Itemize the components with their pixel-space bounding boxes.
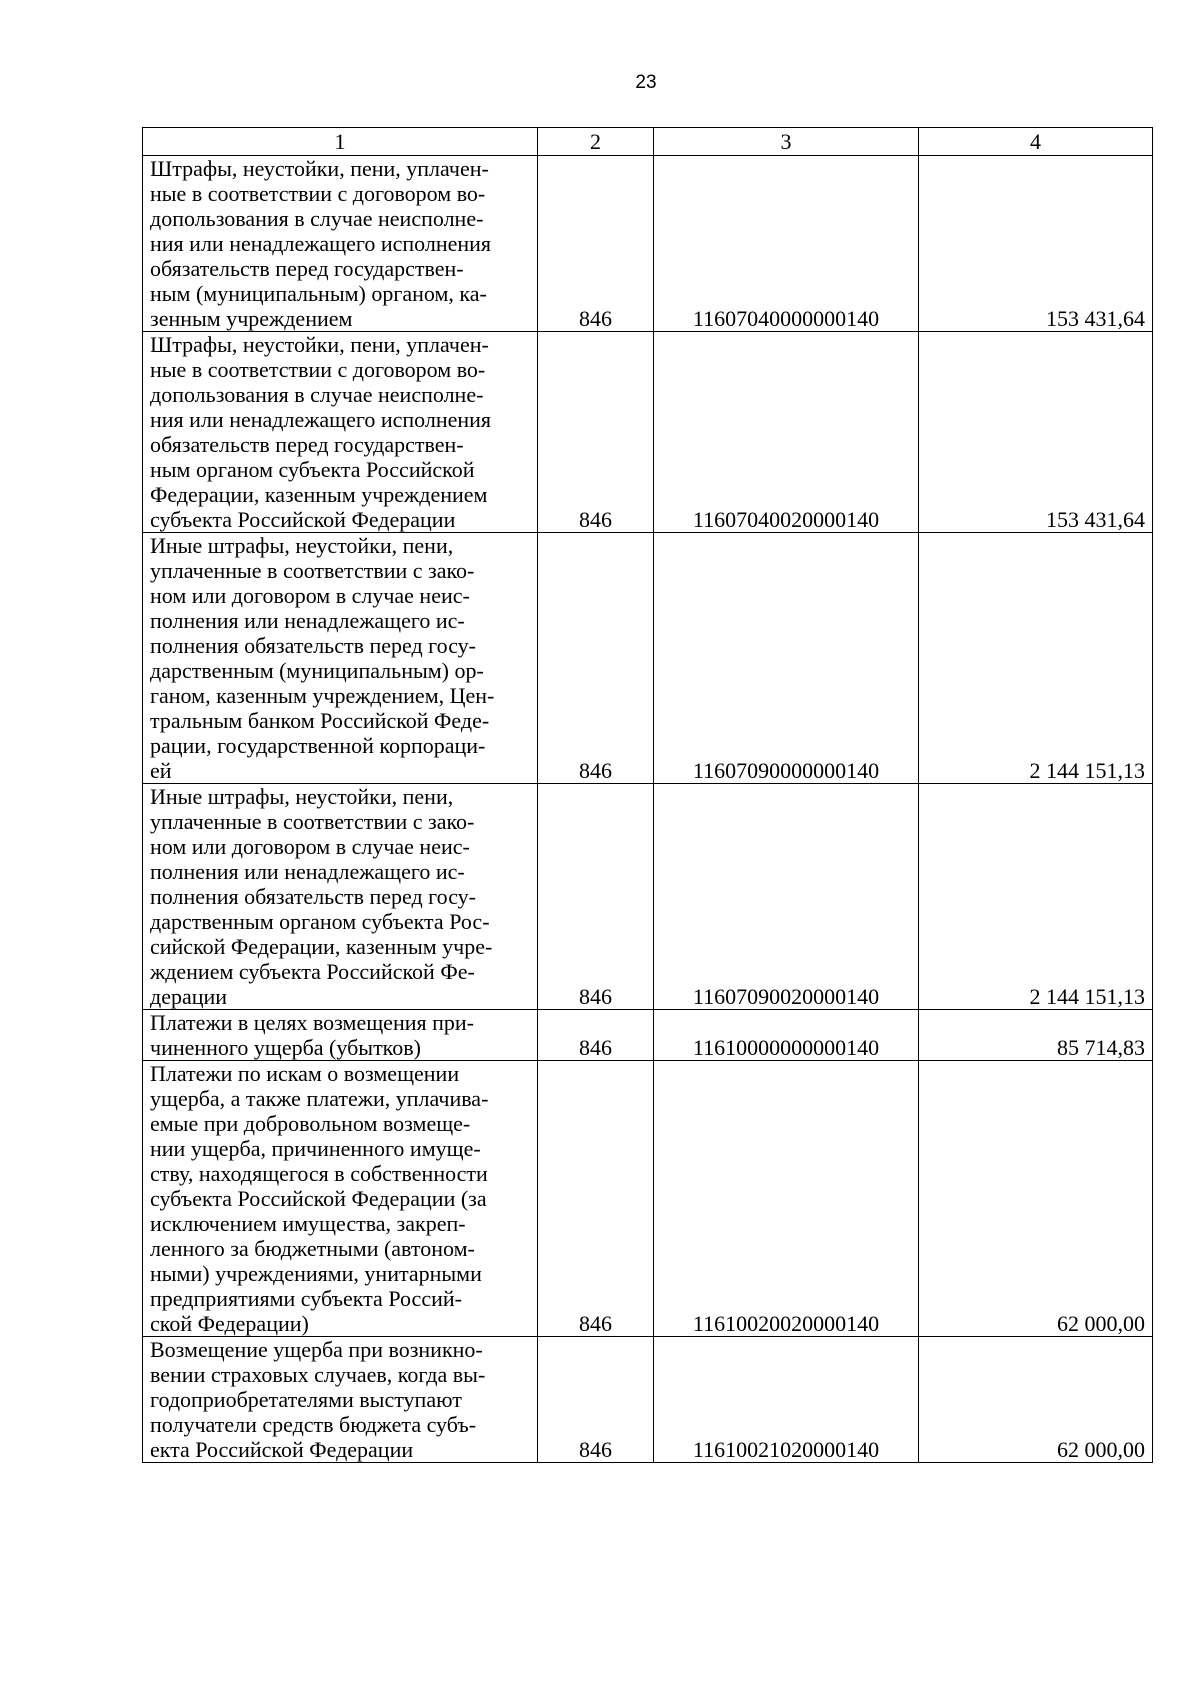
header-cell-2: 2	[538, 128, 654, 156]
budget-table	[142, 127, 1153, 1463]
row-admin-code-cell: 846	[538, 533, 654, 784]
header-cell-1: 1	[143, 128, 538, 156]
row-budget-code-cell: 11607090020000140	[654, 784, 919, 1010]
row-amount-cell: 85 714,83	[919, 1010, 1153, 1061]
row-budget-code-cell: 11607090000000140	[654, 533, 919, 784]
row-admin-code-cell: 846	[538, 1337, 654, 1463]
row-amount-cell: 2 144 151,13	[919, 784, 1153, 1010]
row-admin-code-cell: 846	[538, 332, 654, 533]
row-budget-code-cell: 11607040000000140	[654, 156, 919, 332]
row-name-cell: Платежи по искам о возмещении ущерба, а также платежи, уплачива- емые при добровольном возмеще- нии ущерба, причиненного имуще- ству, находящегося в собственности субъекта Российской Федерации (за исключением имущества, закреп- ленного за бюджетными (автоном- ными) учреждениями, унитарными предприятиями субъекта Россий- ской Федерации)	[143, 1061, 538, 1337]
row-budget-code-cell: 11610000000000140	[654, 1010, 919, 1061]
row-name-cell: Штрафы, неустойки, пени, уплачен- ные в соответствии с договором во- допользования в случае неисполне- ния или ненадлежащего исполнения обязательств перед государствен- ным органом субъекта Российской Федерации, казенным учреждением субъекта Российской Федерации	[143, 332, 538, 533]
table-row	[143, 784, 1153, 1010]
row-name-cell: Возмещение ущерба при возникно- вении страховых случаев, когда вы- годоприобретателями выступают получатели средств бюджета субъ- екта Российской Федерации	[143, 1337, 538, 1463]
table-header-row	[143, 128, 1153, 156]
row-amount-cell: 153 431,64	[919, 156, 1153, 332]
row-amount-cell: 2 144 151,13	[919, 533, 1153, 784]
row-admin-code-cell: 846	[538, 1061, 654, 1337]
row-admin-code-cell: 846	[538, 156, 654, 332]
row-amount-cell: 153 431,64	[919, 332, 1153, 533]
table-row	[143, 1010, 1153, 1061]
row-budget-code-cell: 11610020020000140	[654, 1061, 919, 1337]
table-row	[143, 332, 1153, 533]
row-budget-code-cell: 11607040020000140	[654, 332, 919, 533]
table-row	[143, 533, 1153, 784]
header-cell-4: 4	[919, 128, 1153, 156]
row-admin-code-cell: 846	[538, 784, 654, 1010]
row-name-cell: Платежи в целях возмещения при- чиненного ущерба (убытков)	[143, 1010, 538, 1061]
table-row	[143, 156, 1153, 332]
header-cell-3: 3	[654, 128, 919, 156]
row-amount-cell: 62 000,00	[919, 1061, 1153, 1337]
row-name-cell: Иные штрафы, неустойки, пени, уплаченные в соответствии с зако- ном или договором в случае неис- полнения или ненадлежащего ис- полнения обязательств перед госу- дарственным органом субъекта Рос- сийской Федерации, казенным учре- ждением субъекта Российской Фе- дерации	[143, 784, 538, 1010]
row-name-cell: Штрафы, неустойки, пени, уплачен- ные в соответствии с договором во- допользования в случае неисполне- ния или ненадлежащего исполнения обязательств перед государствен- ным (муниципальным) органом, ка- зенным учреждением	[143, 156, 538, 332]
table-row	[143, 1061, 1153, 1337]
row-amount-cell: 62 000,00	[919, 1337, 1153, 1463]
row-name-cell: Иные штрафы, неустойки, пени, уплаченные в соответствии с зако- ном или договором в случае неис- полнения или ненадлежащего ис- полнения обязательств перед госу- дарственным (муниципальным) ор- ганом, казенным учреждением, Цен- тральным банком Российской Феде- рации, государственной корпораци- ей	[143, 533, 538, 784]
table-row	[143, 1337, 1153, 1463]
page-number: 23	[635, 72, 657, 93]
row-budget-code-cell: 11610021020000140	[654, 1337, 919, 1463]
row-admin-code-cell: 846	[538, 1010, 654, 1061]
